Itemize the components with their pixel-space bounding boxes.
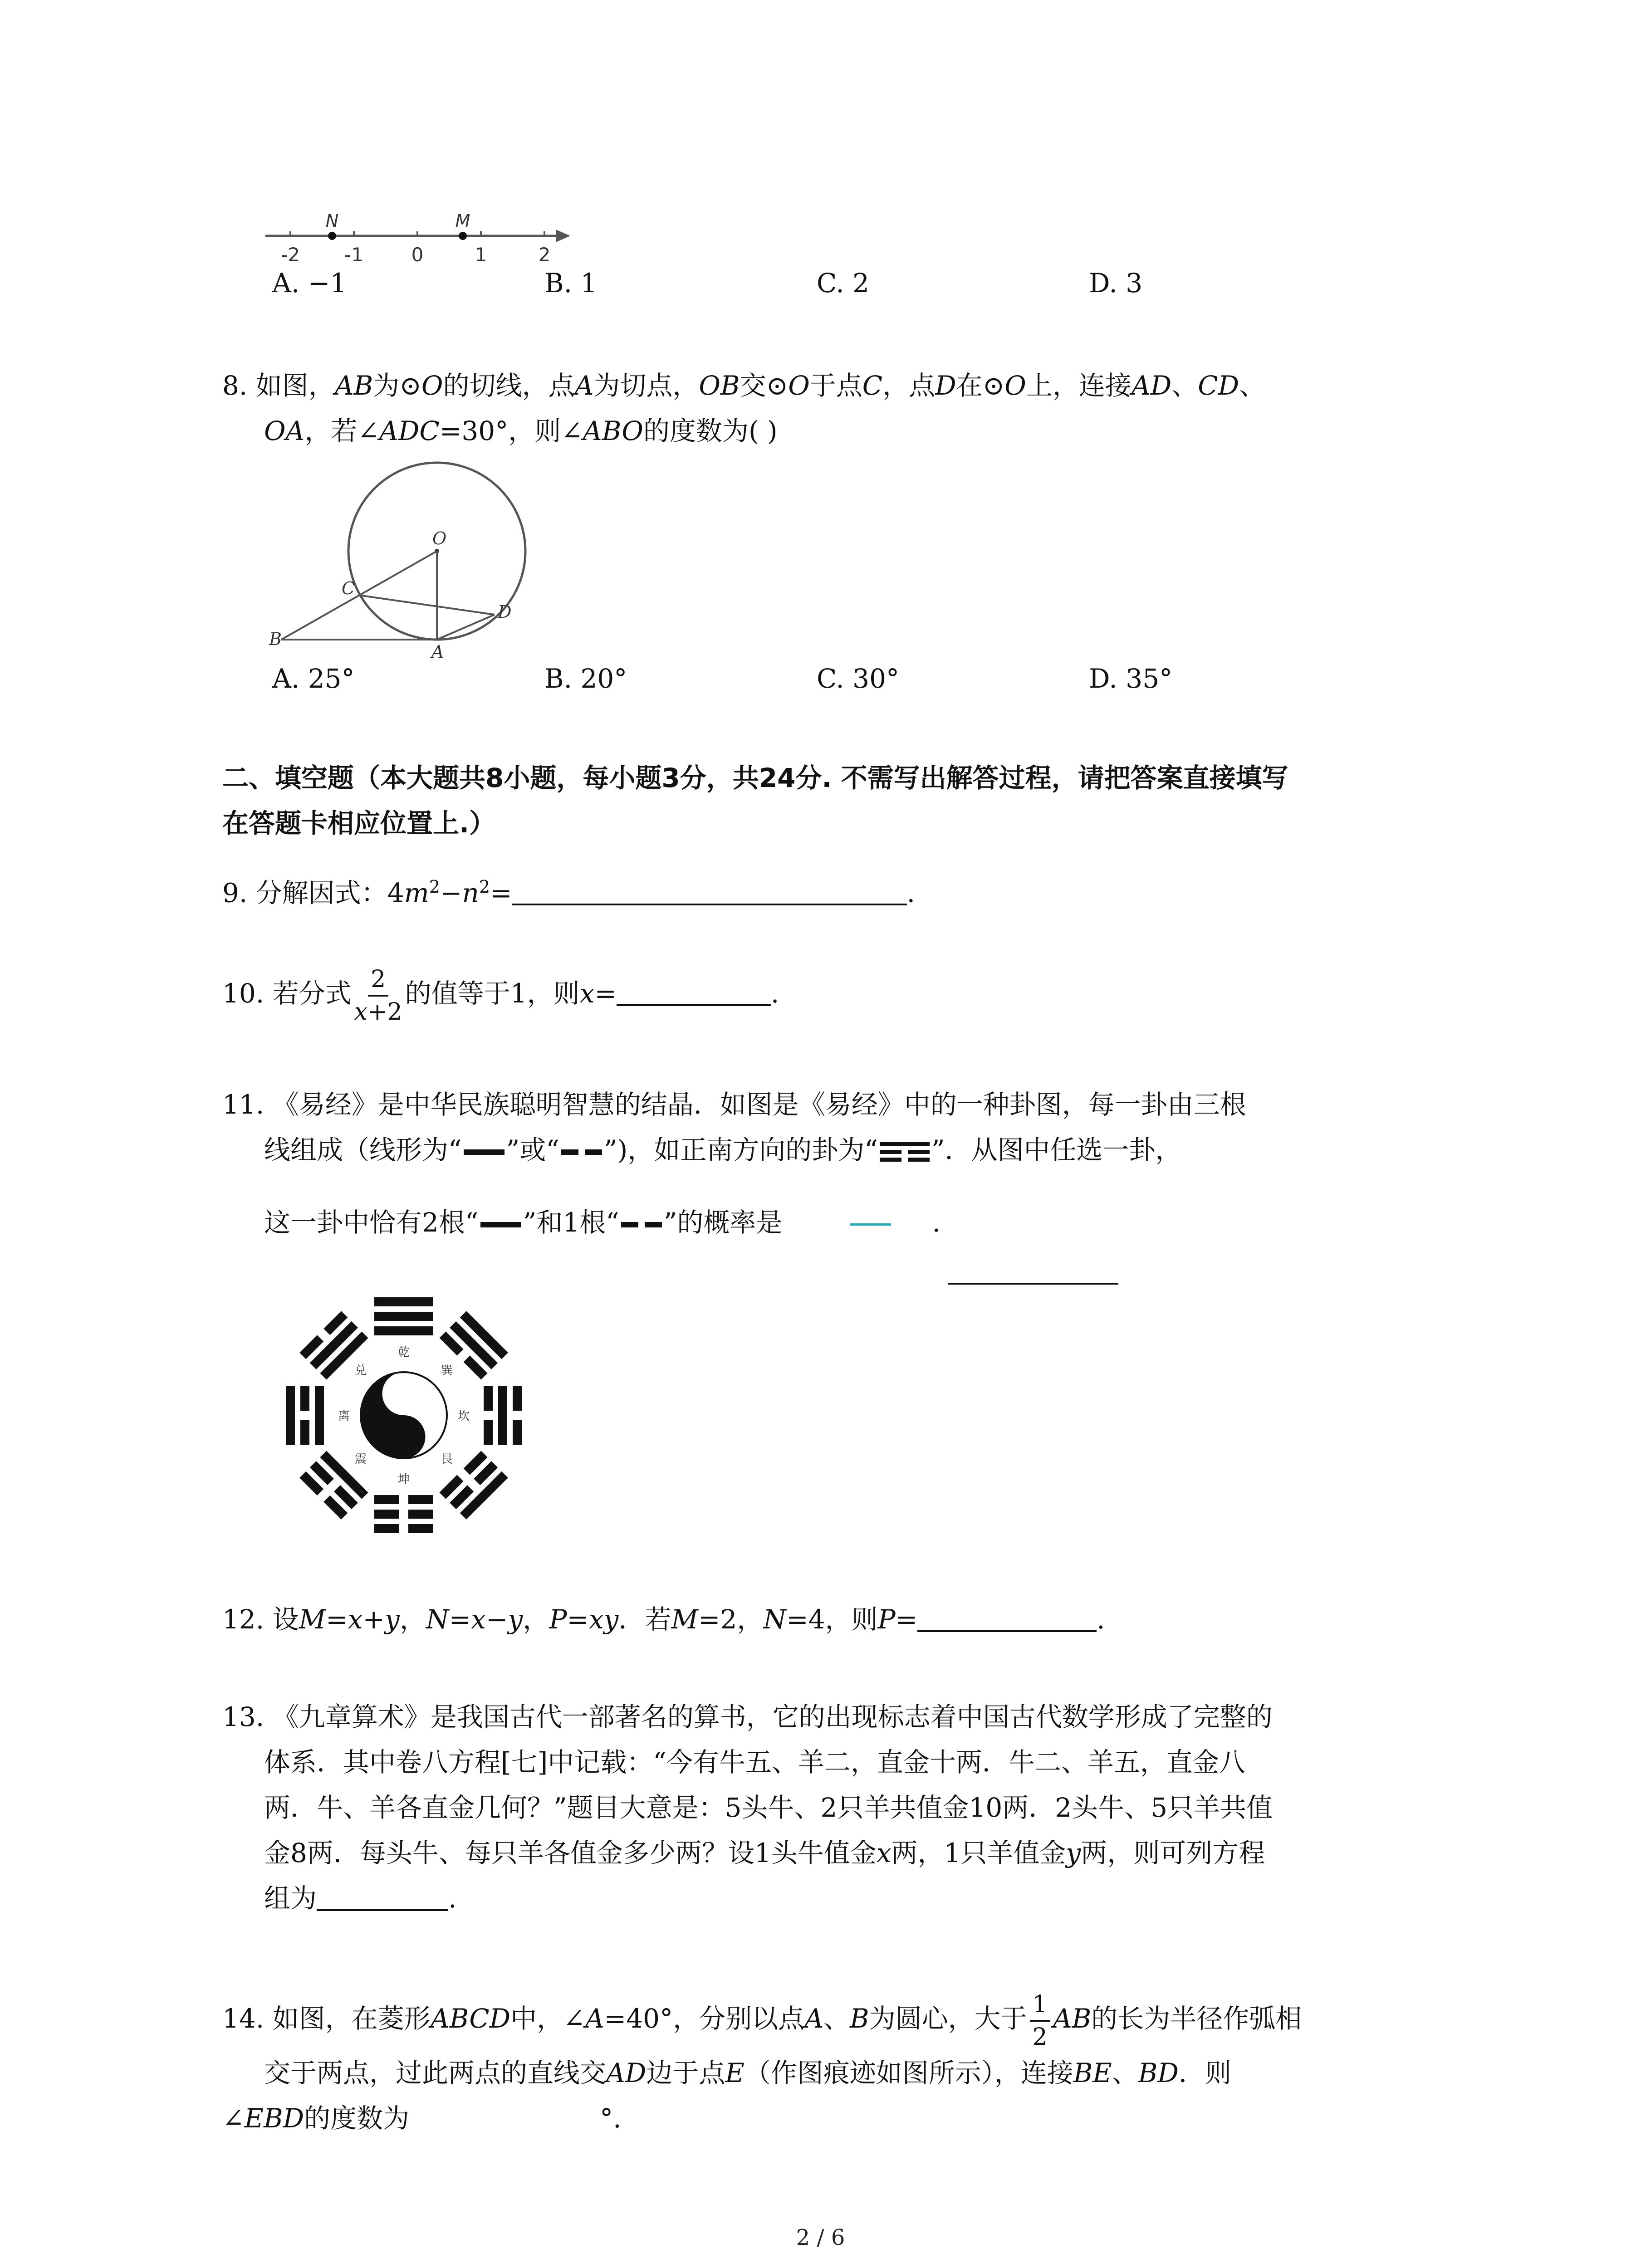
yang-line-icon	[464, 1149, 505, 1155]
tick-label: 0	[411, 244, 424, 266]
kun-trigram-icon	[880, 1142, 930, 1162]
point-n-dot	[328, 232, 336, 240]
tick-label: -1	[344, 244, 363, 266]
question-11	[222, 1082, 1246, 1245]
q12-answer-blank[interactable]	[917, 1600, 1097, 1632]
bagua-label-top: 乾	[397, 1346, 410, 1359]
bagua-label-top-left: 兑	[354, 1364, 367, 1378]
label-a: A	[431, 642, 444, 662]
bagua-label-left: 离	[338, 1409, 350, 1423]
q8-line-1: 8. 如图，AB为⊙O的切线，点A为切点，OB交⊙O于点C，点D在⊙O上，连接AD、CD、	[222, 370, 1266, 401]
q8-option-c[interactable]: C. 30°	[817, 663, 899, 694]
q11-line-2: 线组成（线形为“ ”或“ ”)，如正南方向的卦为“ ”．从图中任选一卦，	[264, 1134, 1182, 1165]
question-14	[222, 1987, 1302, 2141]
q7-option-c[interactable]: C. 2	[817, 268, 870, 298]
q8-option-b[interactable]: B. 20°	[544, 663, 627, 694]
question-10: 10. 若分式 $\frac{2}{x+2}$ 的值等于1，则x= .	[222, 965, 779, 1026]
tick-label: 2	[538, 244, 551, 266]
point-m-label: M	[455, 213, 470, 231]
q11-answer-blank[interactable]	[948, 1253, 1118, 1285]
tick-label: -2	[281, 244, 300, 266]
section-2-heading: 二、填空题（本大题共8小题，每小题3分，共24分. 不需写出解答过程，请把答案直接填写 在答题卡相应位置上.）	[222, 763, 1288, 839]
q11-answer-dash	[850, 1223, 891, 1226]
label-d: D	[498, 602, 512, 622]
q13-line-1: 13. 《九章算术》是我国古代一部著名的算书，它的出现标志着中国古代数学形成了完整的	[222, 1701, 1273, 1732]
label-b: B	[269, 629, 282, 649]
q10-fraction: $\frac{2}{x+2}$	[354, 965, 402, 1026]
number-line-figure	[261, 213, 574, 268]
yin-line-icon	[621, 1222, 662, 1227]
q8-line-2: OA，若∠ADC=30°，则∠ABO的度数为( )	[264, 415, 778, 446]
point-m-dot	[459, 232, 467, 240]
q8-option-d[interactable]: D. 35°	[1089, 663, 1173, 694]
yin-line-icon	[561, 1149, 602, 1155]
q8-option-a[interactable]: A. 25°	[272, 663, 355, 694]
q9-answer-blank[interactable]	[512, 874, 907, 905]
q14-line-2: 交于两点，过此两点的直线交AD边于点E（作图痕迹如图所示），连接BE、BD．则	[264, 2058, 1231, 2088]
bagua-diagram	[277, 1288, 531, 1542]
point-n-label: N	[325, 213, 339, 231]
yin-yang-icon	[361, 1372, 447, 1458]
q7-option-b[interactable]: B. 1	[544, 268, 598, 298]
bagua-label-bottom: 坤	[397, 1473, 410, 1486]
question-9: 9. 分解因式：$4m^2-n^2=$ .	[222, 864, 915, 915]
q11-line-1: 11. 《易经》是中华民族聪明智慧的结晶．如图是《易经》中的一种卦图，每一卦由三根	[222, 1089, 1246, 1120]
label-o: O	[432, 528, 447, 548]
yang-line-icon	[480, 1222, 521, 1227]
bagua-label-right: 坎	[457, 1409, 470, 1423]
q13-answer-blank[interactable]	[317, 1879, 448, 1911]
bagua-label-top-right: 巽	[441, 1364, 453, 1378]
tick-label: 1	[475, 244, 487, 266]
bagua-label-bottom-right: 艮	[441, 1452, 453, 1466]
q11-line-3: 这一卦中恰有2根“ ”和1根“ ”的概率是 .	[264, 1207, 941, 1238]
q13-line-3: 两．牛、羊各直金几何？”题目大意是：5头牛、2只羊共值金10两．2头牛、5只羊共值	[264, 1792, 1273, 1823]
q13-line-2: 体系．其中卷八方程[七]中记载：“今有牛五、羊二，直金十两．牛二、羊五，直金八	[264, 1747, 1245, 1778]
label-c: C	[342, 578, 355, 598]
q14-line-3: ∠EBD的度数为 °.	[222, 2103, 622, 2134]
q14-line-1: 14. 如图，在菱形ABCD中，∠A=40°，分别以点A、B为圆心，大于 $\frac{1}{2}$ AB的长为半径作弧相	[222, 1990, 1302, 2051]
q14-fraction: $\frac{1}{2}$	[1030, 1993, 1050, 2049]
page-number: 2 / 6	[796, 2225, 845, 2250]
question-13	[222, 1694, 1273, 1921]
q7-option-a[interactable]: A. −1	[272, 268, 347, 298]
question-12: 12. 设M=x+y，N=x−y，P=xy．若M=2，N=4，则P= .	[222, 1597, 1105, 1642]
bagua-label-bottom-left: 震	[354, 1452, 367, 1466]
q7-option-d[interactable]: D. 3	[1089, 268, 1143, 298]
q13-line-4: 金8两．每头牛、每只羊各值金多少两？设1头牛值金x两，1只羊值金y两，则可列方程	[264, 1838, 1265, 1868]
q10-answer-blank[interactable]	[617, 974, 771, 1006]
q13-line-5: 组为 .	[222, 1876, 1273, 1921]
question-8	[222, 363, 1265, 454]
circle-tangent-figure	[265, 458, 538, 662]
